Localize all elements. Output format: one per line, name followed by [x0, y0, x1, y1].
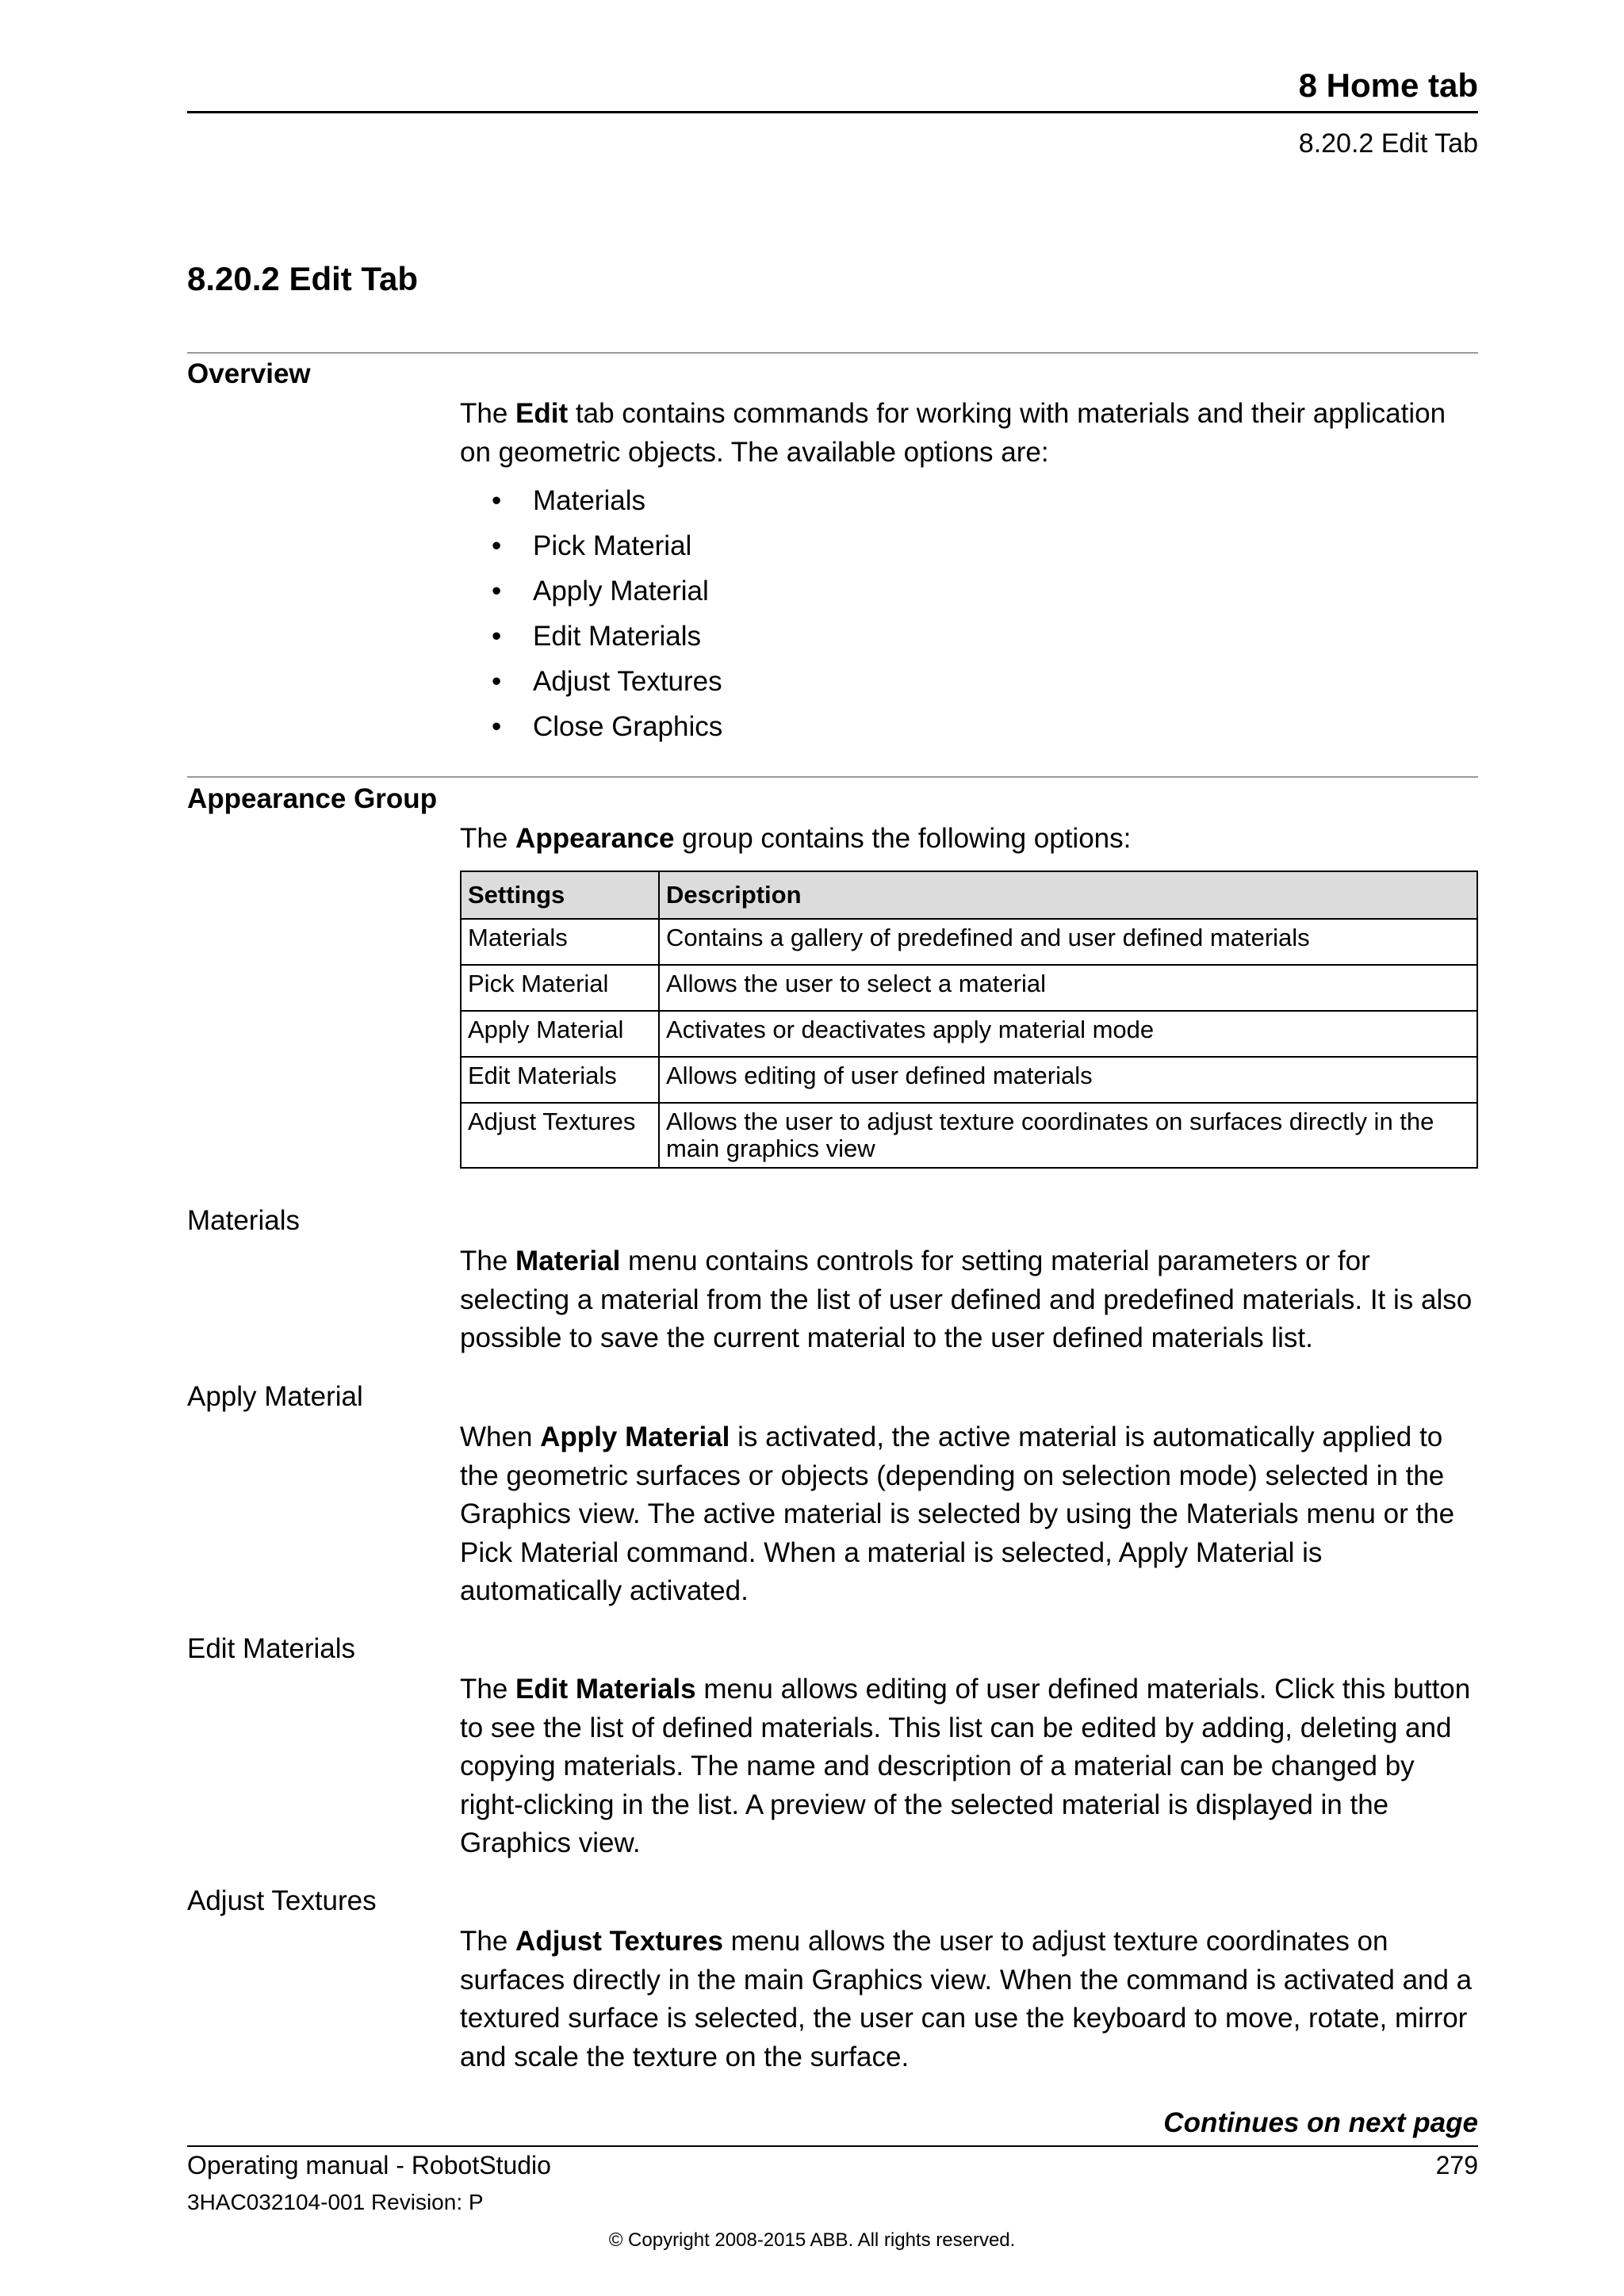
page-number: 279	[1435, 2151, 1478, 2179]
chapter-title: 8 Home tab	[1298, 67, 1478, 104]
edit-materials-bold: Edit Materials	[515, 1674, 696, 1705]
table-cell-description: Allows the user to select a material	[659, 965, 1477, 1011]
header-section-title: 8.20.2 Edit Tab	[1298, 128, 1478, 159]
appearance-intro-post: group contains the following options:	[674, 823, 1132, 854]
overview-intro-post: tab contains commands for working with materials and their application on geometric objects. The available options are:	[460, 398, 1446, 468]
list-item-label: Pick Material	[533, 530, 692, 561]
document-id: 3HAC032104-001 Revision: P	[187, 2190, 484, 2214]
table-header-row	[461, 871, 1477, 919]
list-item-label: Adjust Textures	[533, 666, 722, 697]
list-item-label: Materials	[533, 485, 645, 516]
list-item	[460, 568, 722, 614]
overview-intro-bold: Edit	[515, 398, 569, 429]
adjust-textures-paragraph	[460, 1923, 1478, 2076]
materials-pre: The	[460, 1246, 516, 1276]
bullet-icon: •	[492, 530, 502, 561]
list-item	[460, 614, 722, 659]
appearance-intro-pre: The	[460, 823, 516, 854]
bullet-icon: •	[492, 576, 502, 607]
list-item	[460, 659, 722, 704]
overview-divider	[187, 352, 1478, 354]
materials-paragraph	[460, 1242, 1478, 1358]
edit-materials-label: Edit Materials	[187, 1633, 356, 1664]
materials-bold: Material	[515, 1246, 621, 1276]
table-cell-description: Allows the user to adjust texture coordinates on surfaces directly in the main graphics view	[659, 1103, 1477, 1168]
edit-materials-post: menu allows editing of user defined materials. Click this button to see the list of defined materials. This list can be edited by adding, deleting and copying materials. The name and description of a material can be changed by right-clicking in the list. A preview of the selected material is displayed in the Graphics view.	[460, 1674, 1471, 1858]
copyright-notice: © Copyright 2008-2015 ABB. All rights reserved.	[608, 2229, 1016, 2251]
adjust-textures-label: Adjust Textures	[187, 1885, 377, 1916]
list-item-label: Apply Material	[533, 576, 709, 607]
adjust-textures-pre: The	[460, 1926, 516, 1957]
apply-material-bold: Apply Material	[540, 1422, 730, 1452]
options-list	[460, 478, 722, 749]
table-cell-setting: Adjust Textures	[461, 1103, 659, 1168]
table-row	[461, 1011, 1477, 1057]
table-header-description: Description	[659, 871, 1477, 919]
table-cell-description: Contains a gallery of predefined and user defined materials	[659, 919, 1477, 965]
settings-table	[460, 871, 1478, 1169]
overview-intro	[460, 395, 1478, 472]
adjust-textures-post: menu allows the user to adjust texture coordinates on surfaces directly in the main Graphics view. When the command is activated and a textured surface is selected, the user can use the keyboard to move, rotate, mirror and scale the texture on the surface.	[460, 1926, 1473, 2072]
apply-material-paragraph	[460, 1418, 1478, 1611]
table-header-settings: Settings	[461, 871, 659, 919]
list-item-label: Close Graphics	[533, 711, 723, 742]
appearance-intro	[460, 820, 1478, 859]
footer-rule	[187, 2145, 1478, 2147]
edit-materials-paragraph	[460, 1670, 1478, 1863]
table-row	[461, 965, 1477, 1011]
overview-label: Overview	[187, 358, 311, 389]
table-row	[461, 1103, 1477, 1168]
list-item	[460, 523, 722, 568]
appearance-label: Appearance Group	[187, 783, 438, 814]
apply-material-pre: When	[460, 1422, 541, 1452]
appearance-intro-bold: Appearance	[515, 823, 675, 854]
appearance-divider	[187, 776, 1478, 778]
apply-material-label: Apply Material	[187, 1381, 363, 1412]
list-item	[460, 704, 722, 749]
bullet-icon: •	[492, 711, 502, 742]
table-cell-setting: Materials	[461, 919, 659, 965]
header-rule	[187, 111, 1478, 113]
bullet-icon: •	[492, 666, 502, 697]
table-row	[461, 919, 1477, 965]
adjust-textures-bold: Adjust Textures	[515, 1926, 723, 1957]
bullet-icon: •	[492, 621, 502, 652]
table-cell-setting: Edit Materials	[461, 1057, 659, 1103]
table-cell-description: Allows editing of user defined materials	[659, 1057, 1477, 1103]
list-item	[460, 478, 722, 523]
bullet-icon: •	[492, 485, 502, 516]
table-row	[461, 1057, 1477, 1103]
continues-on-next-page: Continues on next page	[1163, 2107, 1478, 2138]
table-cell-setting: Pick Material	[461, 965, 659, 1011]
footer-manual-title: Operating manual - RobotStudio	[187, 2151, 551, 2179]
table-cell-setting: Apply Material	[461, 1011, 659, 1057]
list-item-label: Edit Materials	[533, 621, 702, 652]
table-cell-description: Activates or deactivates apply material mode	[659, 1011, 1477, 1057]
apply-material-post: is activated, the active material is automatically applied to the geometric surfaces or objects (depending on selection mode) selected in the Graphics view. The active material is selected by using the Materials menu or the Pick Material command. When a material is selected, Apply Material is automatically activated.	[460, 1422, 1455, 1606]
materials-label: Materials	[187, 1205, 300, 1236]
edit-materials-pre: The	[460, 1674, 516, 1705]
section-heading: 8.20.2 Edit Tab	[187, 260, 418, 297]
overview-intro-pre: The	[460, 398, 516, 429]
materials-post: menu contains controls for setting material parameters or for selecting a material from the list of user defined and predefined materials. It is also possible to save the current material to the user defined materials list.	[460, 1246, 1473, 1353]
